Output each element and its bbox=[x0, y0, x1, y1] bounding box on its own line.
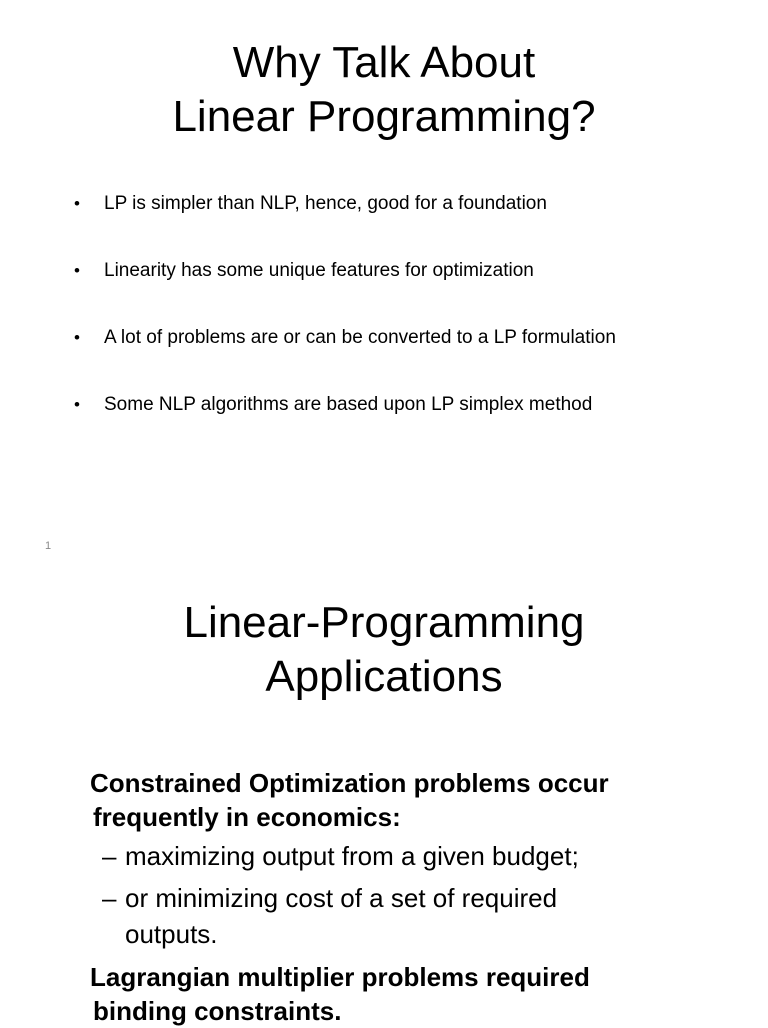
bullet-list bbox=[72, 190, 616, 458]
slide-lp-applications bbox=[0, 560, 768, 1024]
list-item bbox=[72, 324, 616, 352]
slide-title bbox=[0, 596, 768, 704]
page-number: 1 bbox=[45, 540, 52, 552]
constrained-optimization-section bbox=[90, 766, 730, 958]
sub-list bbox=[90, 838, 730, 952]
heading-line-2: binding constraints. bbox=[93, 996, 342, 1026]
bullet-text: Linearity has some unique features for optimization bbox=[104, 260, 534, 281]
bullet-icon: • bbox=[74, 328, 80, 347]
heading-line-2: frequently in economics: bbox=[93, 802, 401, 832]
bullet-text: LP is simpler than NLP, hence, good for a foundation bbox=[104, 193, 547, 214]
section-heading bbox=[90, 960, 730, 1028]
bullet-text: Some NLP algorithms are based upon LP simplex method bbox=[104, 394, 593, 415]
sub-item-text: maximizing output from a given budget; bbox=[125, 841, 579, 871]
heading-line-1: Constrained Optimization problems occur bbox=[90, 768, 609, 798]
bullet-icon: • bbox=[74, 395, 80, 414]
slide-title bbox=[0, 36, 768, 144]
title-line-1: Why Talk About bbox=[232, 38, 536, 87]
section-heading bbox=[90, 766, 730, 834]
list-item bbox=[72, 257, 616, 285]
list-item bbox=[90, 880, 645, 952]
list-item bbox=[90, 838, 645, 874]
list-item bbox=[72, 391, 616, 419]
bullet-icon: • bbox=[74, 194, 80, 213]
title-line-1: Linear-Programming bbox=[183, 598, 585, 647]
title-line-2: Linear Programming? bbox=[172, 92, 596, 141]
title-line-2: Applications bbox=[265, 652, 503, 701]
bullet-text: A lot of problems are or can be converted to a LP formulation bbox=[104, 327, 616, 348]
sub-item-text: or minimizing cost of a set of required outputs. bbox=[125, 883, 558, 949]
dash-icon: – bbox=[102, 841, 117, 871]
lagrangian-section bbox=[90, 960, 730, 1028]
heading-line-1: Lagrangian multiplier problems required bbox=[90, 962, 590, 992]
bullet-icon: • bbox=[74, 261, 80, 280]
dash-icon: – bbox=[102, 883, 117, 913]
list-item bbox=[72, 190, 616, 218]
